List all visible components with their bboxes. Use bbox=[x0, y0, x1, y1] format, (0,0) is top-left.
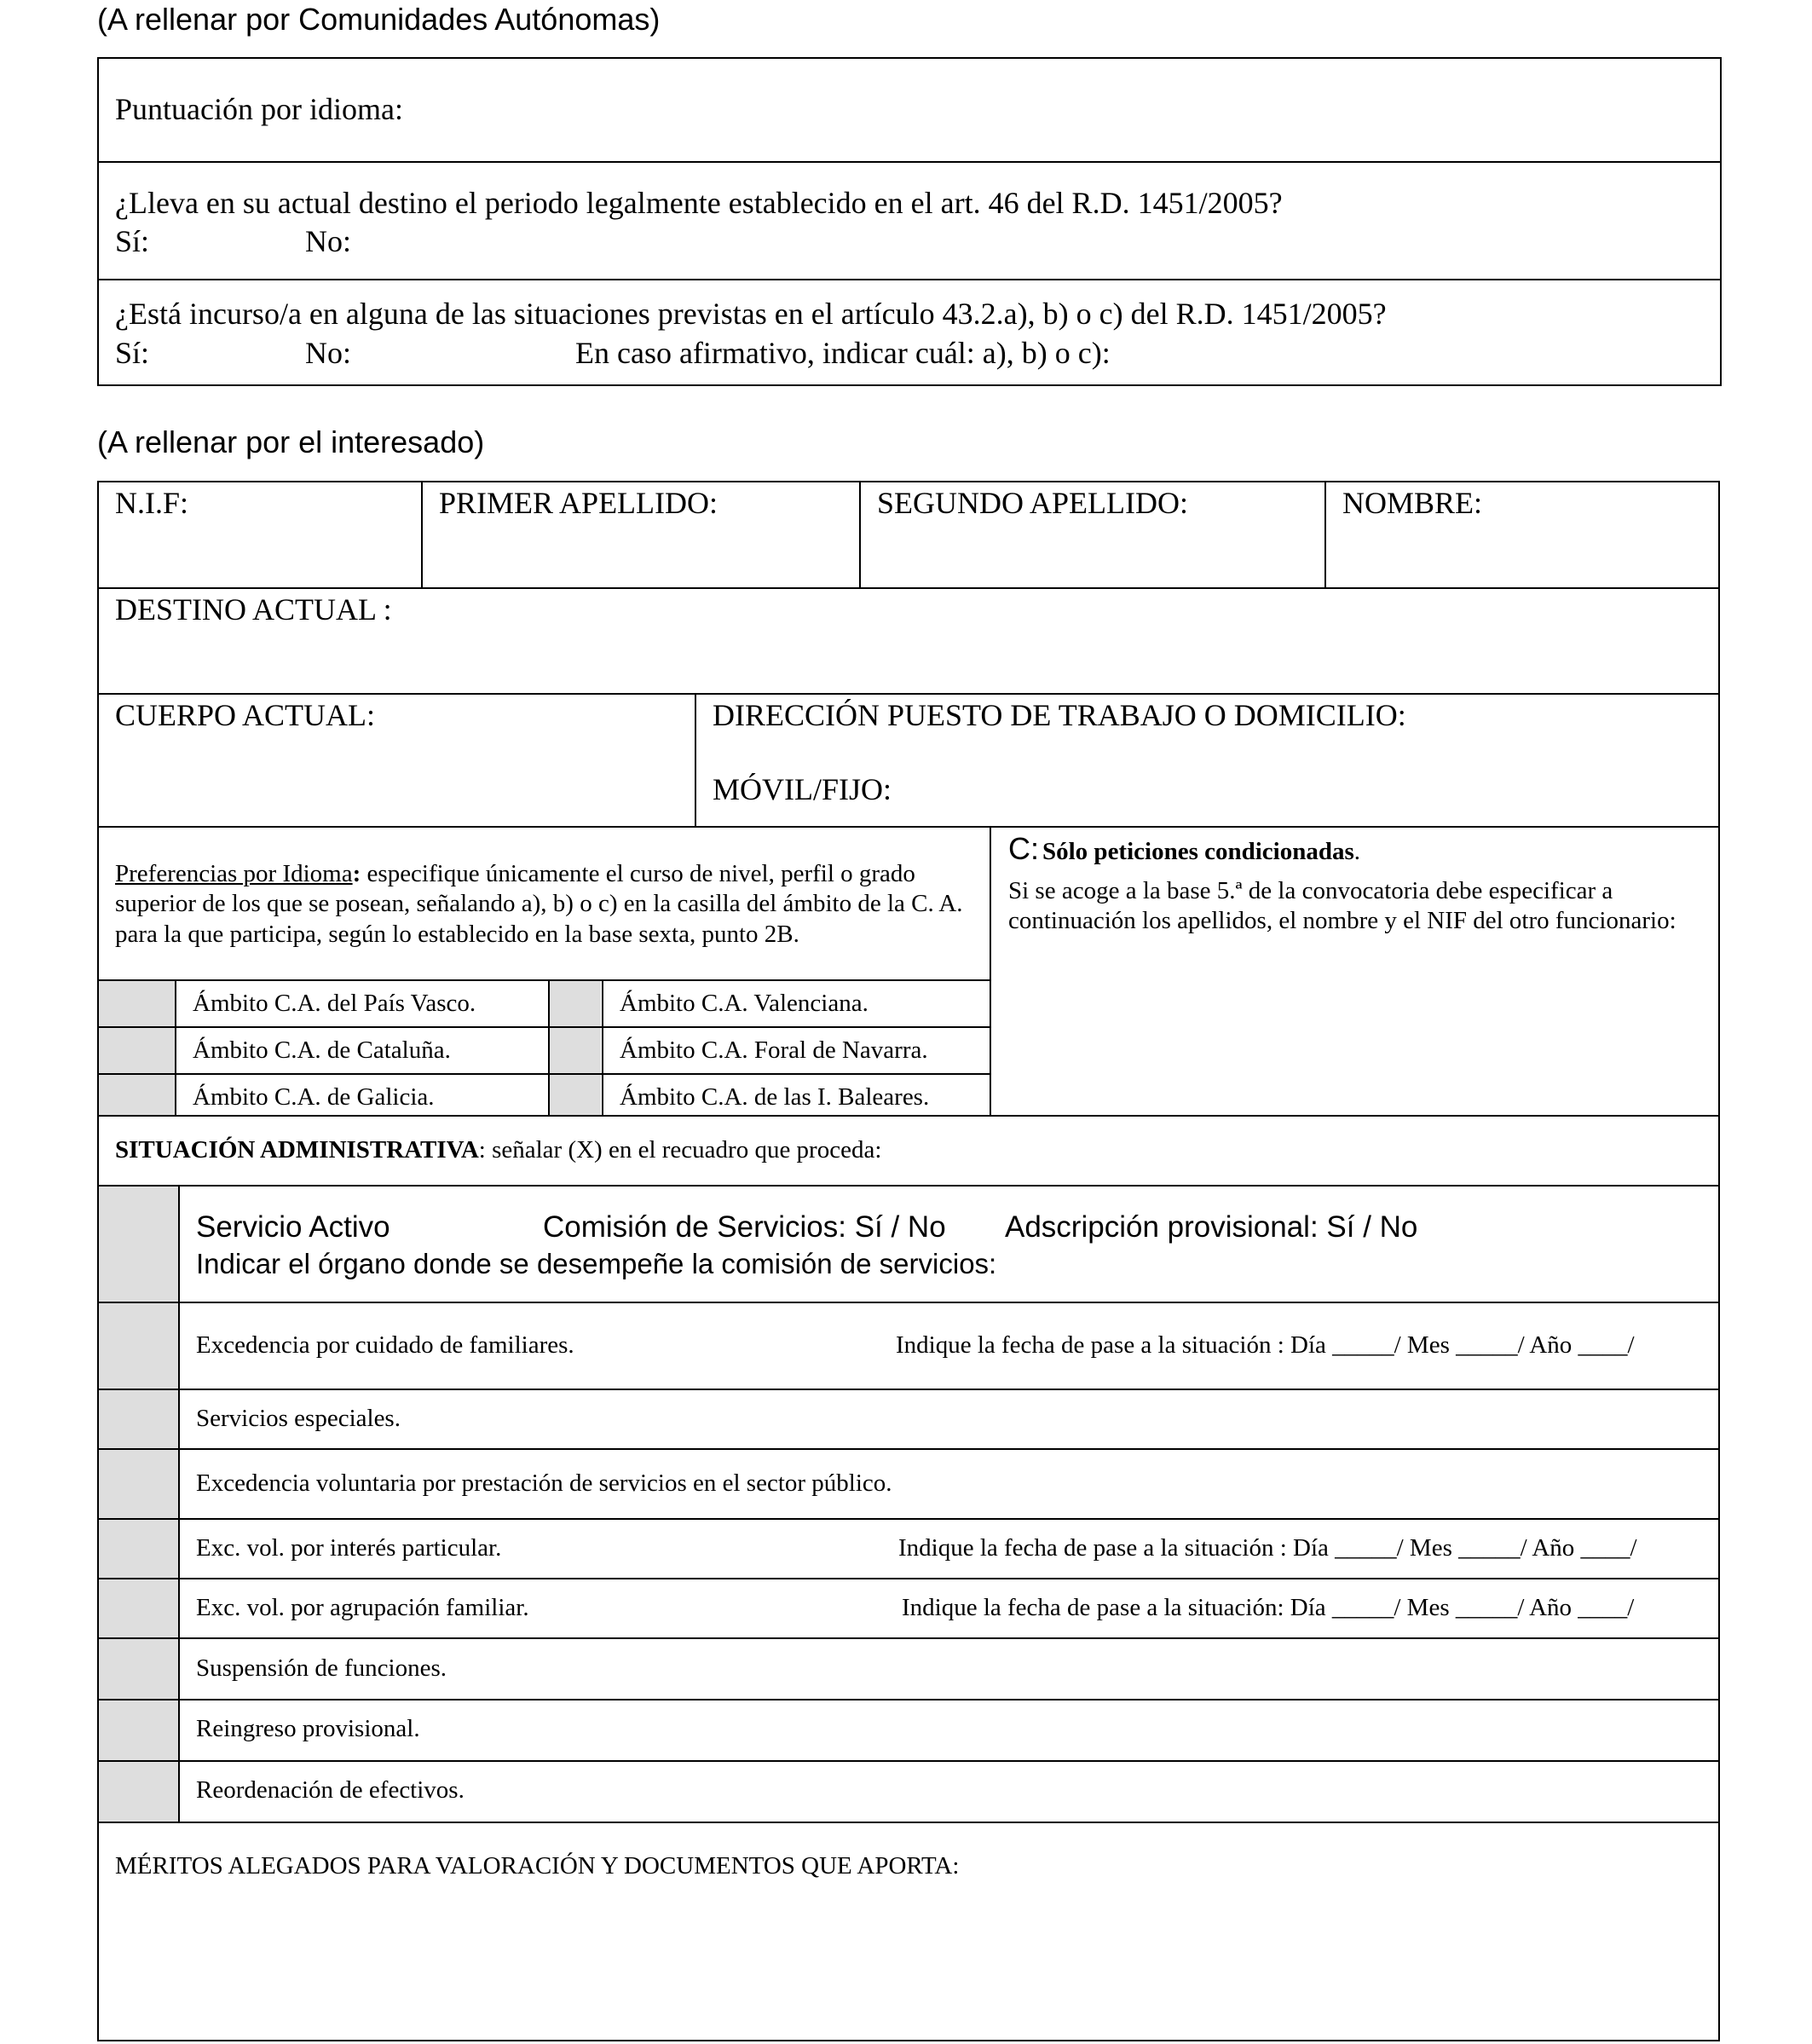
situacion-instruction: : señalar (X) en el recuadro que proceda: bbox=[478, 1136, 882, 1163]
divider bbox=[178, 1185, 180, 1823]
ambito-checkbox-navarra[interactable] bbox=[550, 1028, 601, 1073]
q1-no-field[interactable]: No: bbox=[305, 224, 351, 258]
direccion-field[interactable]: DIRECCIÓN PUESTO DE TRABAJO O DOMICILIO: bbox=[713, 698, 1406, 732]
divider bbox=[97, 1448, 1720, 1450]
fecha-pase-field[interactable]: Indique la fecha de pase a la situación : Día _____/ Mes _____/ Año ____/ bbox=[898, 1534, 1637, 1562]
situacion-label: Excedencia voluntaria por prestación de servicios en el sector público. bbox=[196, 1469, 892, 1497]
condicionadas-letter: C: bbox=[1008, 831, 1039, 866]
section-interesado-heading: (A rellenar por el interesado) bbox=[97, 424, 485, 459]
divider bbox=[695, 693, 696, 827]
situacion-label: Excedencia por cuidado de familiares. bbox=[196, 1331, 574, 1359]
divider bbox=[97, 1389, 1720, 1390]
divider bbox=[97, 1822, 1720, 1823]
section-ca-heading: (A rellenar por Comunidades Autónomas) bbox=[97, 2, 661, 37]
primer-apellido-field[interactable]: PRIMER APELLIDO: bbox=[439, 486, 718, 520]
question-2: ¿Está incurso/a en alguna de las situaciones previstas en el artículo 43.2.a), b) o c) del R.D. 1451/2005? bbox=[115, 297, 1387, 331]
preferencias-idioma-text bbox=[115, 859, 978, 950]
divider bbox=[990, 826, 991, 1116]
situacion-checkbox[interactable] bbox=[99, 1450, 178, 1518]
divider bbox=[97, 1518, 1720, 1520]
divider bbox=[602, 979, 603, 1116]
situacion-checkbox-servicio-activo[interactable] bbox=[99, 1187, 178, 1302]
nif-field[interactable]: N.I.F: bbox=[115, 486, 189, 520]
divider bbox=[97, 587, 1720, 589]
divider bbox=[97, 1699, 1720, 1700]
divider bbox=[97, 693, 1720, 695]
ambito-label: Ámbito C.A. Valenciana. bbox=[620, 990, 868, 1017]
situacion-checkbox[interactable] bbox=[99, 1303, 178, 1389]
condicionadas-text[interactable]: Si se acoge a la base 5.ª de la convocatoria debe especificar a continuación los apellidos, el nombre y el NIF del otro funcionario: bbox=[1008, 877, 1676, 935]
divider bbox=[97, 1302, 1720, 1303]
situacion-label: Suspensión de funciones. bbox=[196, 1654, 447, 1682]
divider bbox=[97, 1026, 991, 1028]
situacion-checkbox[interactable] bbox=[99, 1579, 178, 1637]
situacion-checkbox[interactable] bbox=[99, 1639, 178, 1699]
nombre-field[interactable]: NOMBRE: bbox=[1342, 486, 1483, 520]
condicionadas-heading bbox=[1008, 831, 1360, 866]
divider bbox=[1324, 481, 1326, 588]
ambito-label: Ámbito C.A. de Cataluña. bbox=[193, 1036, 451, 1064]
divider bbox=[97, 1115, 1720, 1117]
ambito-checkbox-cataluna[interactable] bbox=[99, 1028, 175, 1073]
situacion-label: Servicios especiales. bbox=[196, 1405, 401, 1432]
divider bbox=[97, 1185, 1720, 1187]
destino-actual-field[interactable]: DESTINO ACTUAL : bbox=[115, 592, 392, 626]
organo-comision-field[interactable]: Indicar el órgano donde se desempeñe la comisión de servicios: bbox=[196, 1248, 997, 1279]
fecha-pase-field[interactable]: Indique la fecha de pase a la situación: Día _____/ Mes _____/ Año ____/ bbox=[902, 1594, 1635, 1621]
divider bbox=[97, 1578, 1720, 1579]
situacion-label: Reingreso provisional. bbox=[196, 1715, 420, 1742]
fecha-pase-field[interactable]: Indique la fecha de pase a la situación : Día _____/ Mes _____/ Año ____/ bbox=[896, 1331, 1635, 1359]
ambito-checkbox-valenciana[interactable] bbox=[550, 981, 601, 1026]
q2-si-field[interactable]: Sí: bbox=[115, 336, 150, 370]
puntuacion-label: Puntuación por idioma: bbox=[115, 92, 403, 126]
divider bbox=[175, 979, 176, 1116]
situacion-checkbox[interactable] bbox=[99, 1390, 178, 1448]
divider bbox=[97, 979, 991, 981]
ambito-checkbox-baleares[interactable] bbox=[550, 1075, 601, 1115]
divider bbox=[97, 826, 1720, 828]
situacion-label: Exc. vol. por interés particular. bbox=[196, 1534, 502, 1562]
divider bbox=[859, 481, 861, 588]
divider bbox=[97, 1760, 1720, 1762]
divider bbox=[97, 161, 1722, 163]
divider bbox=[97, 1637, 1720, 1639]
ambito-label: Ámbito C.A. del País Vasco. bbox=[193, 990, 476, 1017]
preferencias-title: Preferencias por Idioma bbox=[115, 860, 353, 887]
movil-fijo-field[interactable]: MÓVIL/FIJO: bbox=[713, 772, 892, 806]
ambito-label: Ámbito C.A. de las I. Baleares. bbox=[620, 1083, 930, 1111]
ambito-checkbox-pais-vasco[interactable] bbox=[99, 981, 175, 1026]
condicionadas-period: . bbox=[1353, 838, 1361, 865]
preferencias-colon: : bbox=[352, 860, 361, 887]
situacion-checkbox[interactable] bbox=[99, 1700, 178, 1760]
ambito-label: Ámbito C.A. de Galicia. bbox=[193, 1083, 435, 1111]
condicionadas-title: Sólo peticiones condicionadas bbox=[1042, 838, 1354, 865]
situacion-title: SITUACIÓN ADMINISTRATIVA bbox=[115, 1136, 479, 1163]
situacion-administrativa-header bbox=[115, 1136, 881, 1164]
question-1: ¿Lleva en su actual destino el periodo legalmente establecido en el art. 46 del R.D. 1451/2005? bbox=[115, 186, 1283, 220]
adscripcion-provisional-field[interactable]: Adscripción provisional: Sí / No bbox=[1005, 1210, 1418, 1244]
q2-afirmativo-field[interactable]: En caso afirmativo, indicar cuál: a), b) o c): bbox=[575, 336, 1111, 370]
situacion-label: Reordenación de efectivos. bbox=[196, 1776, 465, 1804]
ambito-label: Ámbito C.A. Foral de Navarra. bbox=[620, 1036, 928, 1064]
preferencias-body: especifique únicamente el curso de nivel, perfil o grado superior de los que se posean, señalando a), b) o c) en la casilla del ámbito de la C. A. para la que participa, según lo establecido en la base sexta, punto 2B. bbox=[115, 860, 963, 948]
servicio-activo-label: Servicio Activo bbox=[196, 1210, 390, 1244]
q2-no-field[interactable]: No: bbox=[305, 336, 351, 370]
situacion-checkbox[interactable] bbox=[99, 1762, 178, 1822]
situacion-checkbox[interactable] bbox=[99, 1520, 178, 1578]
situacion-label: Exc. vol. por agrupación familiar. bbox=[196, 1594, 529, 1621]
cuerpo-actual-field[interactable]: CUERPO ACTUAL: bbox=[115, 698, 376, 732]
divider bbox=[421, 481, 423, 588]
ambito-checkbox-galicia[interactable] bbox=[99, 1075, 175, 1115]
segundo-apellido-field[interactable]: SEGUNDO APELLIDO: bbox=[877, 486, 1188, 520]
divider bbox=[548, 979, 550, 1116]
meritos-field[interactable]: MÉRITOS ALEGADOS PARA VALORACIÓN Y DOCUMENTOS QUE APORTA: bbox=[115, 1852, 960, 1879]
q1-si-field[interactable]: Sí: bbox=[115, 224, 150, 258]
divider bbox=[97, 279, 1722, 280]
divider bbox=[97, 1073, 991, 1075]
comision-servicios-field[interactable]: Comisión de Servicios: Sí / No bbox=[543, 1210, 946, 1244]
